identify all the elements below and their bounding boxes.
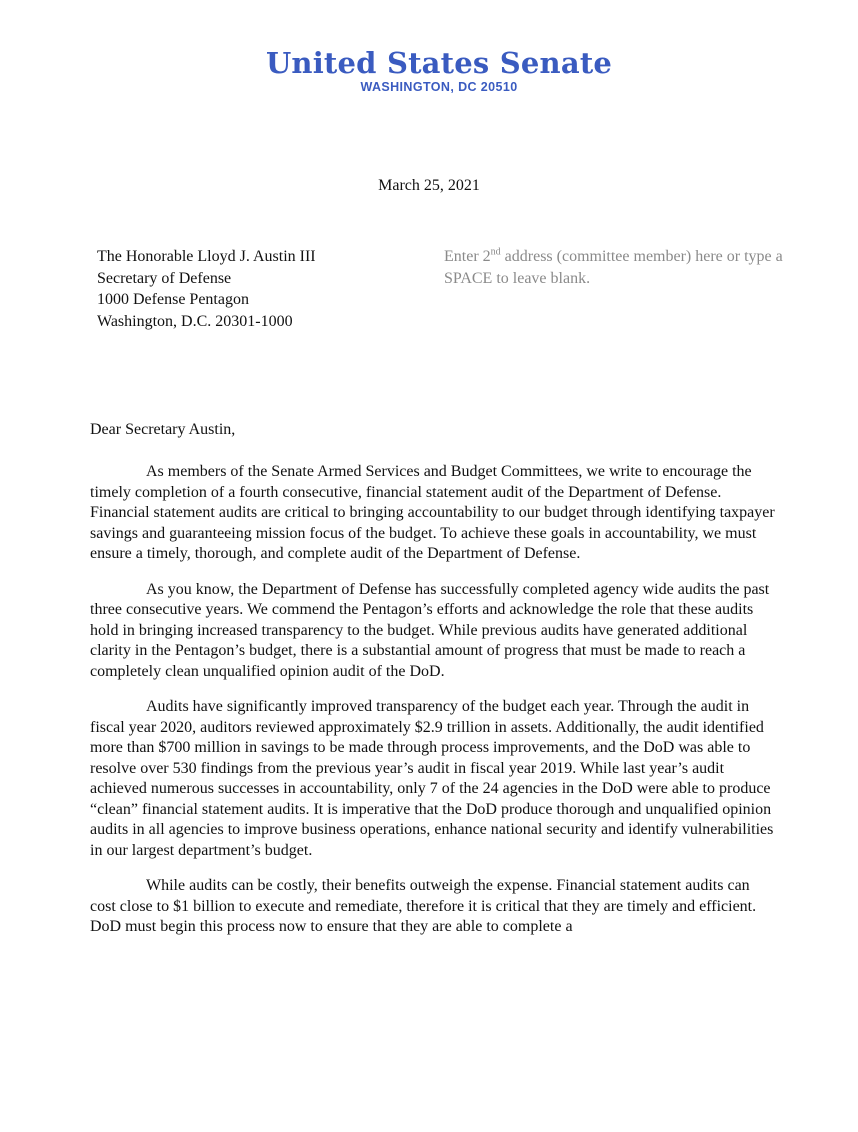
second-address-before: Enter 2 bbox=[444, 248, 491, 265]
recipient-line: Secretary of Defense bbox=[97, 269, 232, 287]
senate-title: United States Senate bbox=[265, 46, 613, 80]
salutation: Dear Secretary Austin, bbox=[90, 421, 236, 438]
senate-location: WASHINGTON, DC 20510 bbox=[360, 80, 518, 94]
body-paragraph: While audits can be costly, their benefits outweigh the expense. Financial statement audits can cost close to $1 billion to execute and remediate, therefore it is critical that they are timely and efficient. DoD must begin this process now to ensure that they are able to complete a bbox=[90, 877, 757, 935]
second-address-sup: nd bbox=[490, 246, 501, 258]
body-paragraph: As you know, the Department of Defense has successfully completed agency wide audits the past three consecutive years. We commend the Pentagon’s efforts and acknowledge the role that these audits hold in bringing increased transparency to the budget. While previous audits have generated additional clarity in the Pentagon’s budget, there is a substantial amount of progress that must be made to reach a completely clean unqualified opinion audit of the DoD. bbox=[90, 580, 770, 680]
recipient-line: Washington, D.C. 20301-1000 bbox=[97, 312, 293, 330]
recipient-line: 1000 Defense Pentagon bbox=[97, 291, 249, 308]
letter-body bbox=[90, 462, 776, 953]
recipient-address bbox=[97, 246, 316, 332]
letter-date: March 25, 2021 bbox=[378, 177, 480, 194]
recipient-line: The Honorable Lloyd J. Austin III bbox=[97, 248, 316, 265]
second-address-after: address (committee member) here or type a SPACE to leave blank. bbox=[444, 248, 783, 287]
body-paragraph: As members of the Senate Armed Services and Budget Committees, we write to encourage the timely completion of a fourth consecutive, financial statement audit of the Department of Defense. Financial statement audits are critical to bringing accountability to our budget through identifying taxpayer savings and guaranteeing mission focus of the budget. To achieve these goals in accountability, we must ensure a timely, thorough, and complete audit of the Department of Defense. bbox=[90, 463, 775, 562]
second-address-placeholder bbox=[444, 246, 804, 289]
letterhead bbox=[0, 44, 858, 94]
body-paragraph: Audits have significantly improved transparency of the budget each year. Through the audit in fiscal year 2020, auditors reviewed approximately $2.9 trillion in assets. Additionally, the audit identified more than $700 million in savings to be made through process improvements, and the DoD was able to resolve over 530 findings from the previous year’s audit in fiscal year 2019. While last year’s audit achieved numerous successes in accountability, only 7 of the 24 agencies in the DoD were able to produce “clean” financial statement audits. It is imperative that the DoD produce thorough and unqualified opinion audits in all agencies to improve business operations, enhance national security and identify vulnerabilities in our largest department’s budget. bbox=[90, 698, 774, 859]
